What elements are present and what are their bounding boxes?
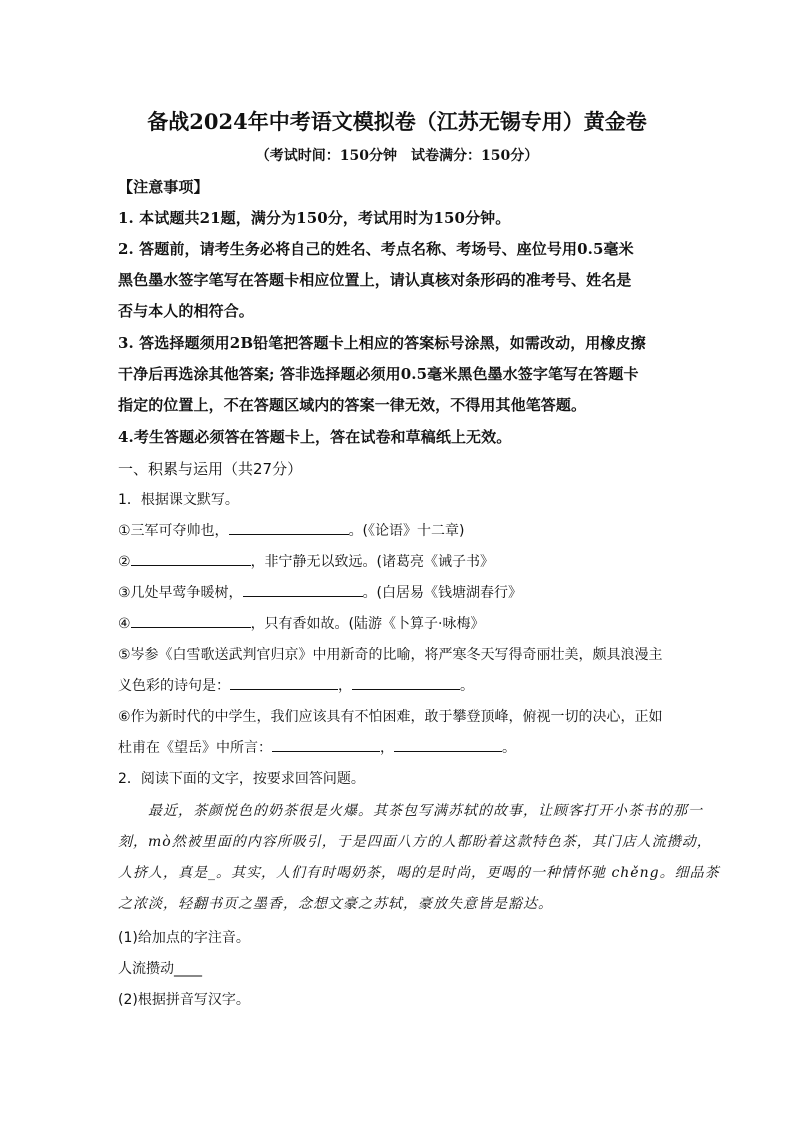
- recitation-item-cont: 杜甫在《望岳》中所言： ， 。: [118, 737, 688, 757]
- recitation-item: ⑥作为新时代的中学生，我们应该具有不怕困难，敢于攀登顶峰，俯视一切的决心，正如: [118, 709, 663, 725]
- recitation-item: ⑤岑参《白雪歌送武判官归京》中用新奇的比喻，将严寒冬天写得奇丽壮美，颇具浪漫主: [118, 647, 663, 663]
- answer-blank[interactable]: [394, 737, 502, 752]
- answer-blank[interactable]: [131, 551, 251, 566]
- page-title: 备战2024年中考语文模拟卷（江苏无锡专用）黄金卷: [147, 109, 647, 134]
- notice-header: 【注意事项】: [118, 178, 209, 196]
- recitation-item: ④ ，只有香如故。(陆游《卜算子·咏梅》: [118, 613, 688, 633]
- answer-blank[interactable]: [243, 582, 363, 597]
- notice-line: 2. 答题前，请考生务必将自己的姓名、考点名称、考场号、座位号用0.5毫米: [118, 240, 634, 258]
- passage-line: 刻，mò然被里面的内容所吸引，于是四面八方的人都盼着这款特色茶，其门店人流攒动，: [118, 834, 712, 850]
- section-heading: 一、积累与运用（共27分）: [118, 460, 303, 478]
- recitation-item-cont: 义色彩的诗句是： ， 。: [118, 675, 688, 695]
- passage-line: 之浓淡，轻翻书页之墨香，念想文豪之苏轼，豪放失意皆是豁达。: [118, 896, 553, 912]
- notice-line: 4.考生答题必须答在答题卡上，答在试卷和草稿纸上无效。: [118, 428, 512, 446]
- notice-line: 指定的位置上，不在答题区域内的答案一律无效，不得用其他笔答题。: [118, 396, 587, 414]
- notice-line: 黑色墨水签字笔写在答题卡相应位置上，请认真核对条形码的准考号、姓名是: [118, 271, 632, 289]
- passage-line: 最近，茶颜悦色的奶茶很是火爆。其茶包写满苏轼的故事，让顾客打开小茶书的那一: [118, 803, 703, 819]
- recitation-item: ② ，非宁静无以致远。(诸葛亮《诫子书》: [118, 551, 688, 571]
- notice-line: 干净后再选涂其他答案; 答非选择题必须用0.5毫米黑色墨水签字笔写在答题卡: [118, 365, 639, 383]
- sub-question: (2)根据拼音写汉字。: [118, 992, 250, 1008]
- answer-blank[interactable]: [352, 675, 460, 690]
- exam-info: （考试时间：150分钟 试卷满分：150分）: [255, 148, 539, 164]
- recitation-item: ③几处早莺争暖树， 。(白居易《钱塘湖春行》: [118, 582, 688, 602]
- answer-blank[interactable]: [229, 520, 349, 535]
- recitation-item: ①三军可夺帅也， 。(《论语》十二章): [118, 520, 688, 540]
- question-stem: 1．根据课文默写。: [118, 492, 239, 508]
- answer-blank[interactable]: [230, 675, 338, 690]
- question-stem: 2．阅读下面的文字，按要求回答问题。: [118, 771, 365, 787]
- sub-question-item: 人流攒动____: [118, 961, 202, 977]
- notice-line: 否与本人的相符合。: [118, 302, 254, 320]
- notice-line: 1. 本试题共21题，满分为150分，考试用时为150分钟。: [118, 209, 511, 227]
- answer-blank[interactable]: [131, 613, 251, 628]
- sub-question: (1)给加点的字注音。: [118, 930, 250, 946]
- answer-blank[interactable]: [272, 737, 380, 752]
- passage-line: 人挤人，真是_。其实，人们有时喝奶茶，喝的是时尚，更喝的一种情怀驰 chěng。细品茶: [118, 865, 720, 881]
- notice-line: 3. 答选择题须用2B铅笔把答题卡上相应的答案标号涂黑，如需改动，用橡皮擦: [118, 334, 646, 352]
